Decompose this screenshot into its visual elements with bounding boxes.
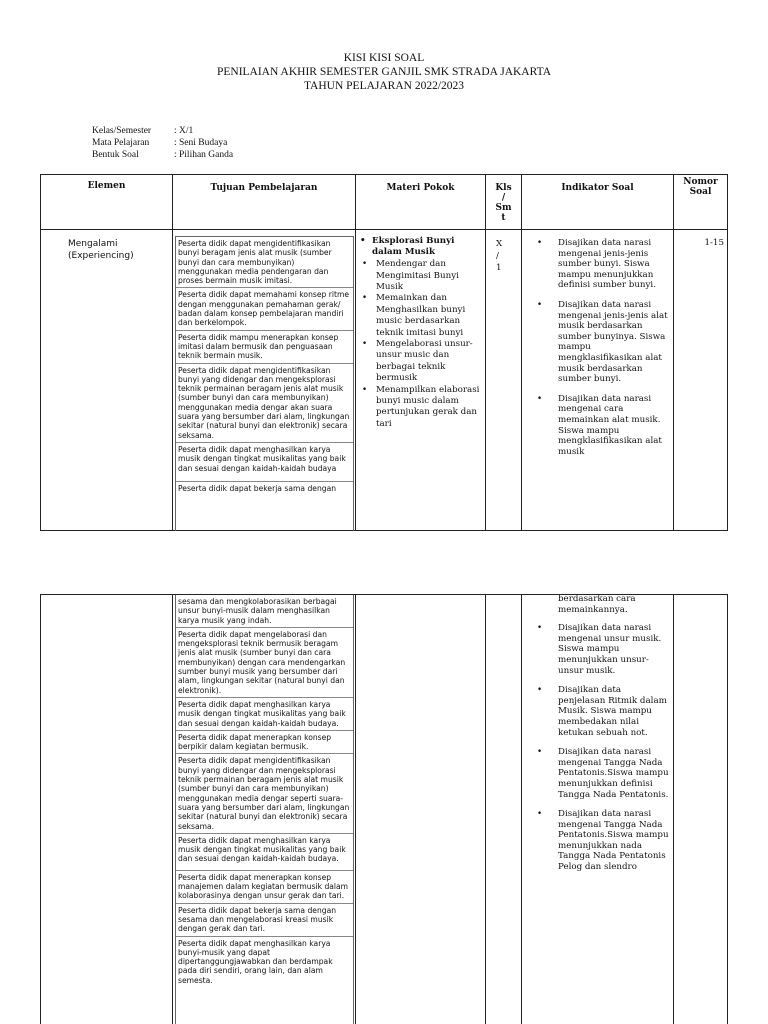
tujuan-item: Peserta didik dapat menghasilkan karya musik dengan tingkat musikalitas yang baik dan sesuai dengan kaidah-kaidah budaya — [176, 442, 353, 481]
bullet-icon: • — [360, 236, 366, 246]
col-divider — [355, 174, 356, 531]
tujuan-item: Peserta didik dapat menghasilkan karya musik dengan tingkat musikalitas yang baik dan sesuai dengan kaidah-kaidah budaya. — [176, 697, 353, 730]
kls-part: 1 — [496, 263, 502, 273]
col-divider — [673, 174, 674, 531]
document-subtitle: PENILAIAN AKHIR SEMESTER GANJIL SMK STRADA JAKARTA — [216, 66, 552, 78]
col-divider — [485, 174, 486, 531]
kls-part: X — [496, 239, 503, 249]
tujuan-list-continued — [175, 595, 354, 1024]
col-divider — [727, 594, 728, 1024]
tujuan-item: Peserta didik dapat mengelaborasi dan mengeksplorasi teknik bermusik beragam jenis alat musik (sumber bunyi dan cara membunyikan) dengan cara mendengarkan sumber bunyi musik yang bersumber dari alam, lingkungan sekitar (natural bunyi dan elektronik). — [176, 627, 353, 697]
indikator-cell — [535, 238, 670, 466]
col-divider — [521, 594, 522, 1024]
indikator-cell-continued — [535, 594, 670, 1024]
tujuan-list — [175, 236, 354, 531]
tujuan-item: Peserta didik dapat mengidentifikasikan bunyi yang didengar dan mengeksplorasi teknik permainan beragam jenis alat musik (sumber bunyi dan cara membunyikan) menggunakan media dengar akan suara suara yang bersumber dari alam, lingkungan sekitar (natural bunyi dan elektronik) secara seksama. — [176, 363, 353, 442]
materi-item: • Memainkan dan Menghasilkan bunyi music berdasarkan teknik imitasi bunyi — [360, 293, 484, 339]
col-divider — [727, 174, 728, 531]
materi-title: Eksplorasi Bunyi dalam Musik — [372, 236, 455, 257]
elemen-name: Mengalami — [68, 239, 118, 249]
header-materi: Materi Pokok — [386, 183, 455, 193]
header-nomor-part: Nomor — [683, 177, 718, 187]
indikator-item: • Disajikan data narasi mengenai unsur musik. Siswa mampu menunjukkan unsur-unsur musik. — [535, 623, 670, 676]
col-divider — [40, 594, 41, 1024]
indikator-item: • Disajikan data narasi mengenai Tangga Nada Pentatonis.Siswa mampu menunjukkan definisi Tangga Nada Pentatonis. — [535, 747, 670, 800]
indikator-list — [535, 238, 670, 457]
header-kls-part: Sm — [495, 203, 512, 213]
indikator-item: • Disajikan data narasi mengenai jenis-jenis sumber bunyi. Siswa mampu menunjukkan definisi sumber bunyi. — [535, 238, 670, 291]
meta-label: Mata Pelajaran — [92, 138, 150, 148]
table-border-top — [40, 174, 728, 175]
document-year: TAHUN PELAJARAN 2022/2023 — [303, 80, 465, 92]
elemen-cell — [68, 238, 134, 262]
header-kls-part: t — [501, 213, 506, 223]
meta-row — [92, 125, 392, 137]
tujuan-item: Peserta didik dapat bekerja sama dengan sesama dan mengelaborasi kreasi musik dengan gerak dan tari. — [176, 903, 353, 936]
meta-label: Kelas/Semester — [92, 126, 152, 136]
nomor-soal: 1-15 — [704, 238, 724, 248]
header-elemen: Elemen — [87, 181, 126, 191]
indikator-continuation: berdasarkan cara memainkannya. — [558, 594, 636, 615]
tujuan-item: Peserta didik dapat memahami konsep ritme dengan menggunakan pemahaman gerak/ badan dalam konsep pembelajaran mandiri dan berkelompok. — [176, 287, 353, 329]
meta-block — [92, 125, 392, 165]
header-nomor — [674, 177, 727, 197]
indikator-list — [535, 623, 670, 872]
indikator-item: • Disajikan data narasi mengenai Tangga Nada Pentatonis.Siswa mampu menunjukkan nada Tangga Nada Pentatonis Pelog dan slendro — [535, 809, 670, 873]
header-nomor-part: Soal — [689, 187, 712, 197]
col-divider — [355, 594, 356, 1024]
tujuan-item: Peserta didik dapat menghasilkan karya musik dengan tingkat musikalitas yang baik dan sesuai dengan kaidah-kaidah budaya. — [176, 833, 353, 870]
meta-label: Bentuk Soal — [92, 150, 139, 160]
header-kls — [486, 183, 521, 223]
table-header-divider — [40, 229, 728, 230]
tujuan-item: Peserta didik dapat mengidentifikasikan bunyi beragam jenis alat musik (sumber bunyi dan cara membunyikan) menggunakan media pendengaran dan proses bermain musik imitasi. — [178, 239, 332, 286]
meta-value: : X/1 — [174, 126, 194, 136]
document-title: KISI KISI SOAL — [343, 52, 425, 64]
materi-item: • Mendengar dan Mengimitasi Bunyi Musik — [360, 259, 484, 293]
col-divider — [172, 594, 173, 1024]
header-tujuan: Tujuan Pembelajaran — [210, 183, 318, 193]
col-divider — [172, 174, 173, 531]
indikator-item: • Disajikan data penjelasan Ritmik dalam Musik. Siswa mampu membedakan nilai ketukan sebuah not. — [535, 685, 670, 738]
col-divider — [485, 594, 486, 1024]
col-divider — [673, 594, 674, 1024]
header-kls-part: Kls — [495, 183, 512, 193]
header-indikator: Indikator Soal — [561, 183, 634, 193]
header-kls-part: / — [501, 193, 506, 203]
indikator-item: • Disajikan data narasi mengenai cara memainkan alat musik. Siswa mampu mengklasifikasikan alat musik — [535, 394, 670, 458]
col-divider — [521, 174, 522, 531]
materi-item: • Menampilkan elaborasi bunyi music dalam pertunjukan gerak dan tari — [360, 385, 484, 431]
indikator-item: • Disajikan data narasi mengenai jenis-jenis alat musik berdasarkan sumber bunyinya. Siswa mampu mengklasifikasikan alat musik berdasarkan sumber bunyi. — [535, 300, 670, 385]
tujuan-item: Peserta didik dapat menghasilkan karya bunyi-musik yang dapat dipertanggungjawabkan dan berdampak pada diri sendiri, orang lain, dan alam semesta. — [176, 936, 353, 987]
kls-part: / — [496, 251, 499, 261]
tujuan-item: Peserta didik dapat mengidentifikasikan bunyi yang didengar dan mengeksplorasi teknik permainan beragam jenis alat musik (sumber bunyi dan cara membunyikan) menggunakan media dengar seperti suara-suara yang bersumber dari alam, lingkungan sekitar (natural bunyi dan elektronik) secara seksama. — [176, 753, 353, 832]
tujuan-item: Peserta didik dapat menerapkan konsep berpikir dalam kegiatan bermusik. — [176, 730, 353, 754]
meta-value: : Pilihan Ganda — [174, 150, 234, 160]
materi-title-row — [360, 236, 484, 257]
tujuan-item: sesama dan mengkolaborasikan berbagai unsur bunyi-musik dalam menghasilkan karya musik yang indah. — [178, 597, 337, 625]
tujuan-item: Peserta didik mampu menerapkan konsep imitasi dalam bermusik dan penguasaan teknik bermain musik. — [176, 330, 353, 363]
col-divider — [40, 174, 41, 531]
elemen-english: (Experiencing) — [68, 251, 134, 261]
materi-cell — [360, 236, 484, 430]
table-border-bottom — [40, 530, 728, 531]
kls-cell — [496, 238, 516, 274]
meta-row — [92, 149, 392, 161]
materi-item: • Mengelaborasi unsur-unsur music dan berbagai teknik bermusik — [360, 339, 484, 385]
tujuan-item: Peserta didik dapat menerapkan konsep manajemen dalam kegiatan bermusik dalam kolaborasinya dengan unsur gerak dan tari. — [176, 870, 353, 903]
meta-row — [92, 137, 392, 149]
materi-list — [360, 259, 484, 430]
tujuan-item: Peserta didik dapat bekerja sama dengan — [176, 481, 353, 495]
meta-value: : Seni Budaya — [174, 138, 228, 148]
